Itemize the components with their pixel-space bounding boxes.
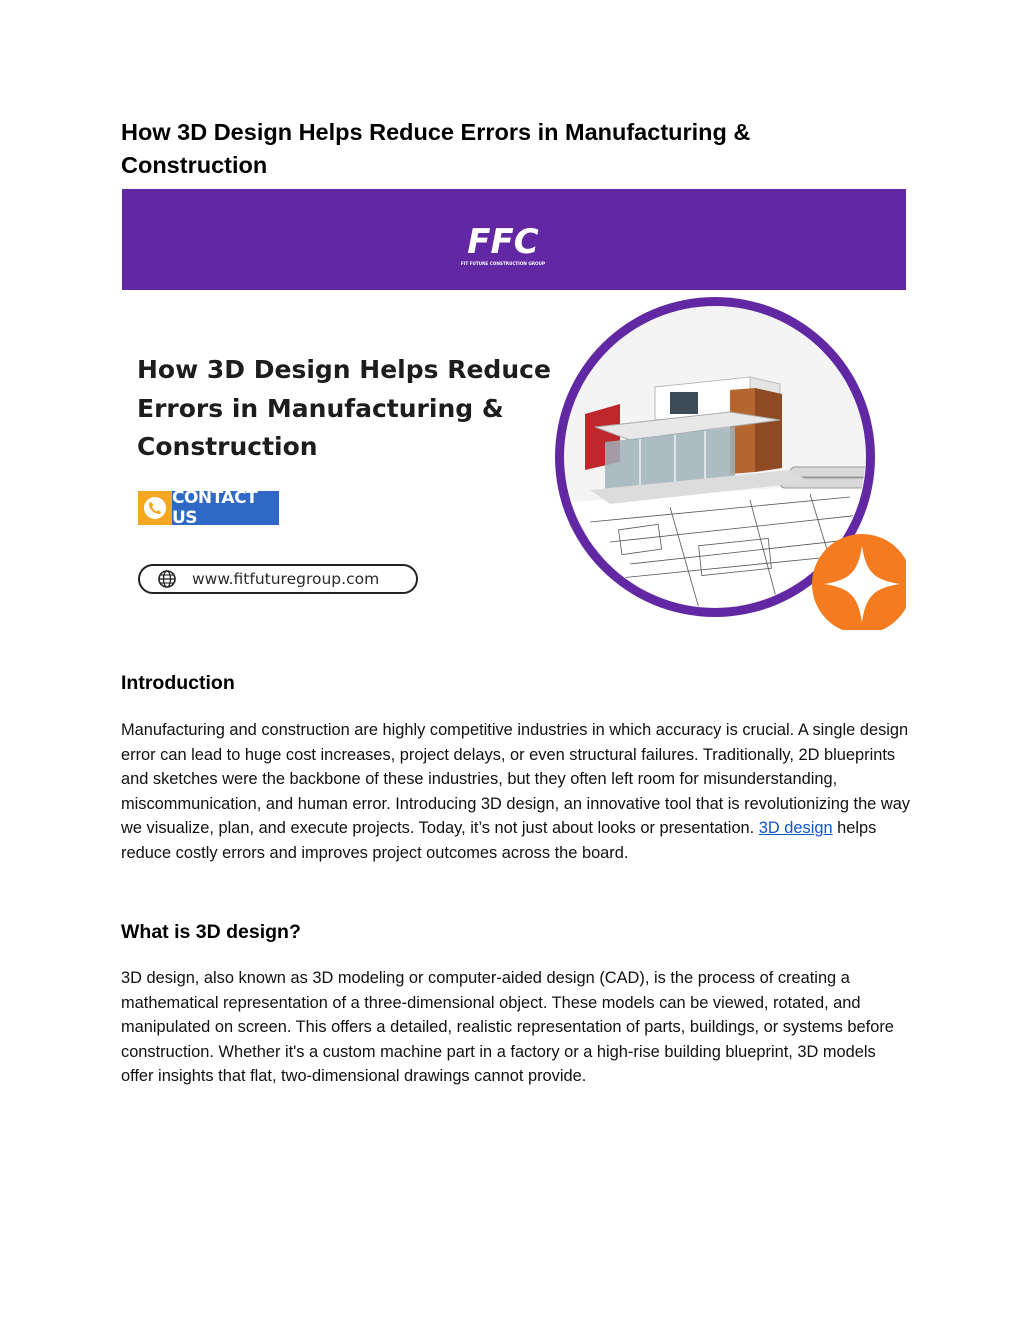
banner-headline-line: How 3D Design Helps Reduce	[137, 355, 551, 384]
intro-text-part2: helps reduce costly errors and improves project outcomes across the board.	[121, 819, 877, 862]
globe-icon	[158, 570, 176, 588]
what-is-3d-design-paragraph: 3D design, also known as 3D modeling or computer-aided design (CAD), is the process of creating a mathematical representation of a three-dimensional object. These models can be viewed, rotated, and manipulated on screen. This offers a detailed, realistic representation of parts, buildings, or systems before construction. Whether it's a custom machine part in a factory or a high-rise building blueprint, 3D models offer insights that flat, two-dimensional drawings cannot provide.	[121, 969, 894, 1086]
contact-us-label: CONTACT US	[172, 491, 279, 525]
3d-design-link[interactable]: 3D design	[758, 819, 833, 838]
ffc-logo	[458, 219, 548, 269]
website-pill[interactable]	[138, 564, 418, 594]
intro-text-part1: Manufacturing and construction are highly competitive industries in which accuracy is crucial. A single design error can lead to huge cost increases, project delays, or even structural failures. Traditionally, 2D blueprints and sketches were the backbone of these industries, but they often left room for misunderstanding, miscommunication, and human error. Introducing 3D design, an innovative tool that is revolutionizing the way we visualize, plan, and execute projects. Today, it’s not just about looks or presentation.	[121, 721, 910, 838]
banner-header-band	[122, 189, 906, 290]
banner-headline-line: Construction	[137, 432, 318, 461]
banner-headline-line: Errors in Manufacturing &	[137, 393, 504, 423]
logo-caption: FIT FUTURE CONSTRUCTION GROUP	[460, 261, 546, 266]
contact-us-button[interactable]	[138, 488, 279, 528]
phone-icon	[138, 491, 172, 525]
banner-headline	[137, 351, 567, 467]
section-heading-what-is-3d-design: What is 3D design?	[121, 921, 301, 943]
star-icon	[812, 534, 906, 630]
page-title: How 3D Design Helps Reduce Errors in Manufacturing & Construction	[121, 119, 751, 178]
website-url: www.fitfuturegroup.com	[192, 570, 380, 588]
section-heading-introduction: Introduction	[121, 672, 235, 694]
hero-banner-image	[122, 189, 906, 630]
introduction-paragraph	[121, 718, 911, 866]
logo-mark: FFC	[467, 222, 539, 262]
